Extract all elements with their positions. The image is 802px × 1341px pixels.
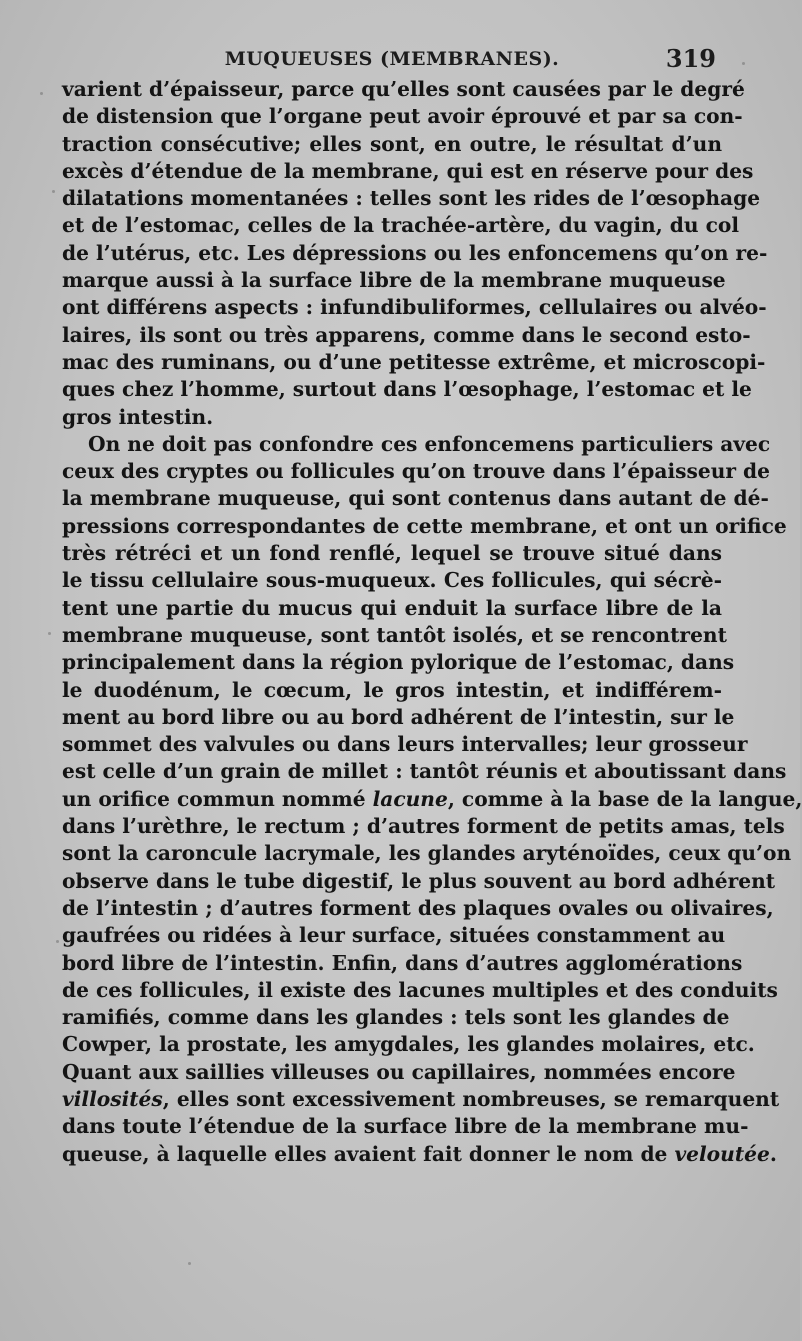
text-line: ont différens aspects : infundibuliformes, cellulaires ou alvéo-: [62, 295, 767, 320]
text-line: ceux des cryptes ou follicules qu’on trouve dans l’épaisseur de: [62, 459, 771, 484]
text-line: ramifiés, comme dans les glandes : tels sont les glandes de: [62, 1005, 730, 1030]
text-line: est celle d’un grain de millet : tantôt réunis et aboutissant dans: [62, 759, 787, 784]
text-line: dans toute l’étendue de la surface libre de la membrane mu-: [62, 1114, 749, 1139]
paper-speck: [188, 1262, 191, 1265]
text-line: observe dans le tube digestif, le plus souvent au bord adhérent: [62, 868, 776, 893]
text-line: de ces follicules, il existe des lacunes multiples et des conduits: [62, 977, 778, 1002]
text-line: sommet des valvules ou dans leurs intervalles; leur grosseur: [62, 732, 748, 757]
paragraph-2: [62, 431, 802, 1168]
text-line: dans l’urèthre, le rectum ; d’autres forment de petits amas, tels: [62, 814, 785, 839]
running-head: [62, 44, 722, 78]
text-line: excès d’étendue de la membrane, qui est en réserve pour des: [62, 158, 754, 183]
page-number: 319: [665, 44, 716, 73]
text-line: principalement dans la région pylorique de l’estomac, dans: [62, 650, 735, 675]
paper-speck: [742, 62, 745, 65]
body-text: [62, 76, 802, 1168]
text-line: de l’utérus, etc. Les dépressions ou les enfoncemens qu’on re-: [62, 240, 768, 265]
text-line: traction consécutive; elles sont, en outre, le résultat d’un: [62, 131, 722, 156]
text-line: Cowper, la prostate, les amygdales, les glandes molaires, etc.: [62, 1032, 755, 1057]
text-line: le duodénum, le cœcum, le gros intestin, et indifférem-: [62, 677, 722, 702]
text-line: mac des ruminans, ou d’une petitesse extrême, et microscopi-: [62, 349, 766, 374]
paper-speck: [48, 632, 51, 635]
paragraph-1: [62, 76, 768, 431]
text-line: le tissu cellulaire sous-muqueux. Ces follicules, qui sécrè-: [62, 568, 722, 593]
text-line: varient d’épaisseur, parce qu’elles sont causées par le degré: [62, 77, 745, 101]
text-line: laires, ils sont ou très apparens, comme dans le second esto-: [62, 322, 751, 347]
text-line: ment au bord libre ou au bord adhérent de l’intestin, sur le: [62, 704, 735, 729]
text-line: tent une partie du mucus qui enduit la surface libre de la: [62, 595, 722, 620]
running-title: MUQUEUSES (MEMBRANES).: [224, 48, 560, 70]
paper-speck: [56, 940, 59, 943]
text-line: marque aussi à la surface libre de la membrane muqueuse: [62, 268, 726, 293]
text-line: membrane muqueuse, sont tantôt isolés, et se rencontrent: [62, 622, 727, 647]
text-line: un orifice commun nommé lacune, comme à la base de la langue,: [62, 786, 802, 811]
text-line: ques chez l’homme, surtout dans l’œsophage, l’estomac et le: [62, 377, 752, 402]
text-line: et de l’estomac, celles de la trachée-artère, du vagin, du col: [62, 213, 740, 238]
text-line: gros intestin.: [62, 404, 214, 429]
text-line: bord libre de l’intestin. Enfin, dans d’autres agglomérations: [62, 950, 743, 975]
text-line: très rétréci et un fond renflé, lequel se trouve situé dans: [62, 541, 722, 566]
text-line: dilatations momentanées : telles sont les rides de l’œsophage: [62, 186, 761, 211]
text-line: villosités, elles sont excessivement nombreuses, se remarquent: [62, 1086, 780, 1111]
text-line: la membrane muqueuse, qui sont contenus dans autant de dé-: [62, 486, 769, 511]
text-line: Quant aux saillies villeuses ou capillaires, nommées encore: [62, 1059, 736, 1084]
text-line: pressions correspondantes de cette membrane, et ont un orifice: [62, 513, 787, 538]
text-line: queuse, à laquelle elles avaient fait donner le nom de veloutée.: [62, 1141, 777, 1166]
text-line: On ne doit pas confondre ces enfoncemens particuliers avec: [88, 431, 771, 456]
text-line: sont la caroncule lacrymale, les glandes aryténoïdes, ceux qu’on: [62, 841, 792, 866]
text-line: de distension que l’organe peut avoir éprouvé et par sa con-: [62, 104, 743, 129]
paper-speck: [52, 190, 55, 193]
paper-speck: [40, 92, 43, 95]
text-line: gaufrées ou ridées à leur surface, situées constamment au: [62, 923, 726, 948]
text-line: de l’intestin ; d’autres forment des plaques ovales ou olivaires,: [62, 895, 774, 920]
